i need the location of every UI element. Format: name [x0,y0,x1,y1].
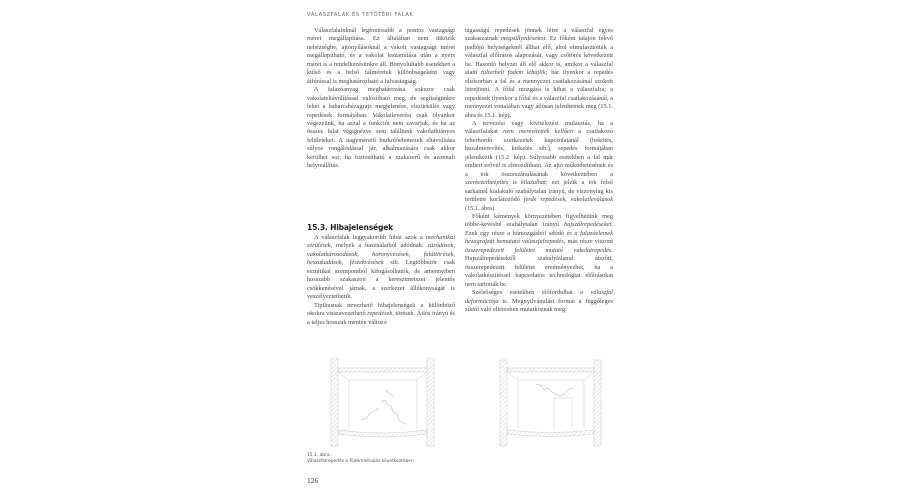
door-frame [554,398,572,428]
paragraph: Szélsőséges esetekben előfordulhat a válaszfal deformációja is. Megnyilvánulási formái a függőleges síktól való eltérésben mutatkoznak meg; [465,289,613,313]
partition-outline [338,372,427,428]
crack-line [536,384,572,396]
floor-slab-deflected [507,430,594,437]
paragraph: Főként kémények környezetében figyelhetünk meg többé-kevésbé szabálytalan irányú hajszálrepedéseket. Ezek egy része a hőmozgásból adódó és a falazóelemek hézagrajzát bemutató válaszfalrepedés, más része viszont összerepedezett felületet mutató vakolatrepedés. Hajszálrepedésektől szabálytalanul átszőtt, összerepedezett felületet eredményezhet, ha a vakolatkészítéssel kapcsolatos technológiai előírásokat nem tartották be. [465,212,613,288]
partition-outline [507,372,594,428]
figure-caption-text: Válaszfalrepedés a födémlehajlás következtében [307,459,414,464]
figure-caption [307,453,414,465]
paragraph: A válaszfalak leggyakoribb hibái azok a mechanikai sérülések, melyek a használatból adódnak: züzódások, vakolatkárosodások, horonyvésések, faláttörések, beszakadások, fészekvésések stb. Legtöbbször csak esztétikai szempontból kifogásolhatók, de amennyiben hosszabb szakaszon a keresztmetszet jelentős csökkenésével járnak, a szerkezet állékonyságát is veszélyeztethetik. [307,234,455,301]
figure-wall-crack-doorframe [498,358,618,448]
crack-line [361,390,405,424]
running-head: VÁLASZFALAK ÉS TETŐTÉRI FALAK [307,12,414,18]
figure-number: 15.1. ábra. [307,453,331,458]
right-wall-section [594,360,601,446]
right-wall-section [427,358,434,446]
paragraph: tágasságú repedések jönnek létre a válaszfal egyes szakaszainak megsüllyedésekor. Ez főként talajon fekvő padlójú helyiségeknél állhat elő, ahol elmulasztották a válaszfal előírásos alapozását, vagy csőtörés következett be. Hasonló helyzet áll elő akkor is, amikor a válaszfal alatti túlterhelt födém lehajlik; bár ilyenkor a repedés elsősorban a fal és a mennyezet csatlakozásánál szokott létrejönni. A főfal mozgása is kihat a válaszfalra; a repedések ilyenkor a főfal és a válaszfal csatlakozásánál, a mennyezet vonalában vagy átlósan jelenhetnek meg (15.1. ábra és 15.1. kép). [465,27,613,119]
figure-wall-crack-diagonal [325,358,445,448]
right-column-text [465,27,613,314]
section-text [307,234,455,327]
left-wall-section [331,358,338,446]
ceiling-slab [338,368,427,372]
ceiling-slab [507,368,594,372]
paragraph: A tervezési vagy kivitelezési mulasztás, ha a válaszfalakat nem merevítették kellően a csatlakozó teherhordó szerkezetek kapcsolatánál (bekötés, huzalmerevítés, kiékelés stb.), repedés formájában jelentkezik (15.2. kép). Súlyosabb esetekben a fal már emberi erővel is elmozdítható. Az ajtó működtetésének és a tok összeszáradásának következtében a szerkezetbeépítés is kilazulhat; ezt jelzik a tok felső sarkainál kialakuló szabálytalan irányú, de viszonylag kis területre korlátozódó ferde repedések, vakolatleválások (15.1. ábra). [465,119,613,212]
floor-slab-deflected [338,430,427,437]
left-wall-section [500,360,507,446]
paragraph: Válaszfalainknál legfontosabb a pontos vastagsági méret megállapítása. Ez általában nem ütközik nehézségbe, ajtónyílásoknál a vakolt vastagsági méret megállapítható, és a vakolat leszámítása után a nyers méret is a rendelkezésünkre áll. Bonyolultabb esetekben a külső és a belső falméretek különbségeként vagy átfúrással is meghatározható a falvastagság. [307,27,455,85]
page-number: 126 [307,476,319,485]
paragraph: Tipikusnak nevezhető hibajelenségek a különböző okokra visszavezethető repedések, törések. Átlós irányú és a teljes hosszuk mentén változó [307,301,455,326]
left-column-text [307,27,455,171]
paragraph: A falazóanyag meghatározása sokszor csak vakolateltávolítással valósítható meg, de segítségünkre lehet a habarcshézagrajz megjelenése, elszürkülés vagy repedések formájában. Vakolatleverést csak olyankor végezzünk, ha azzal a funkciót nem zavarjuk, és ha az összes falat végignézve sem találtunk vakolathiányos felületeket. A nagyméretű burkolóelemezek eltávolítása súlyos rongálódással jár, alkalmazására csak akkor kerülhet sor, ha biztosítható a szakszerű és azonnali helyreállítás. [307,86,455,170]
section-heading: 15.3. Hibajelenségek [307,223,394,232]
